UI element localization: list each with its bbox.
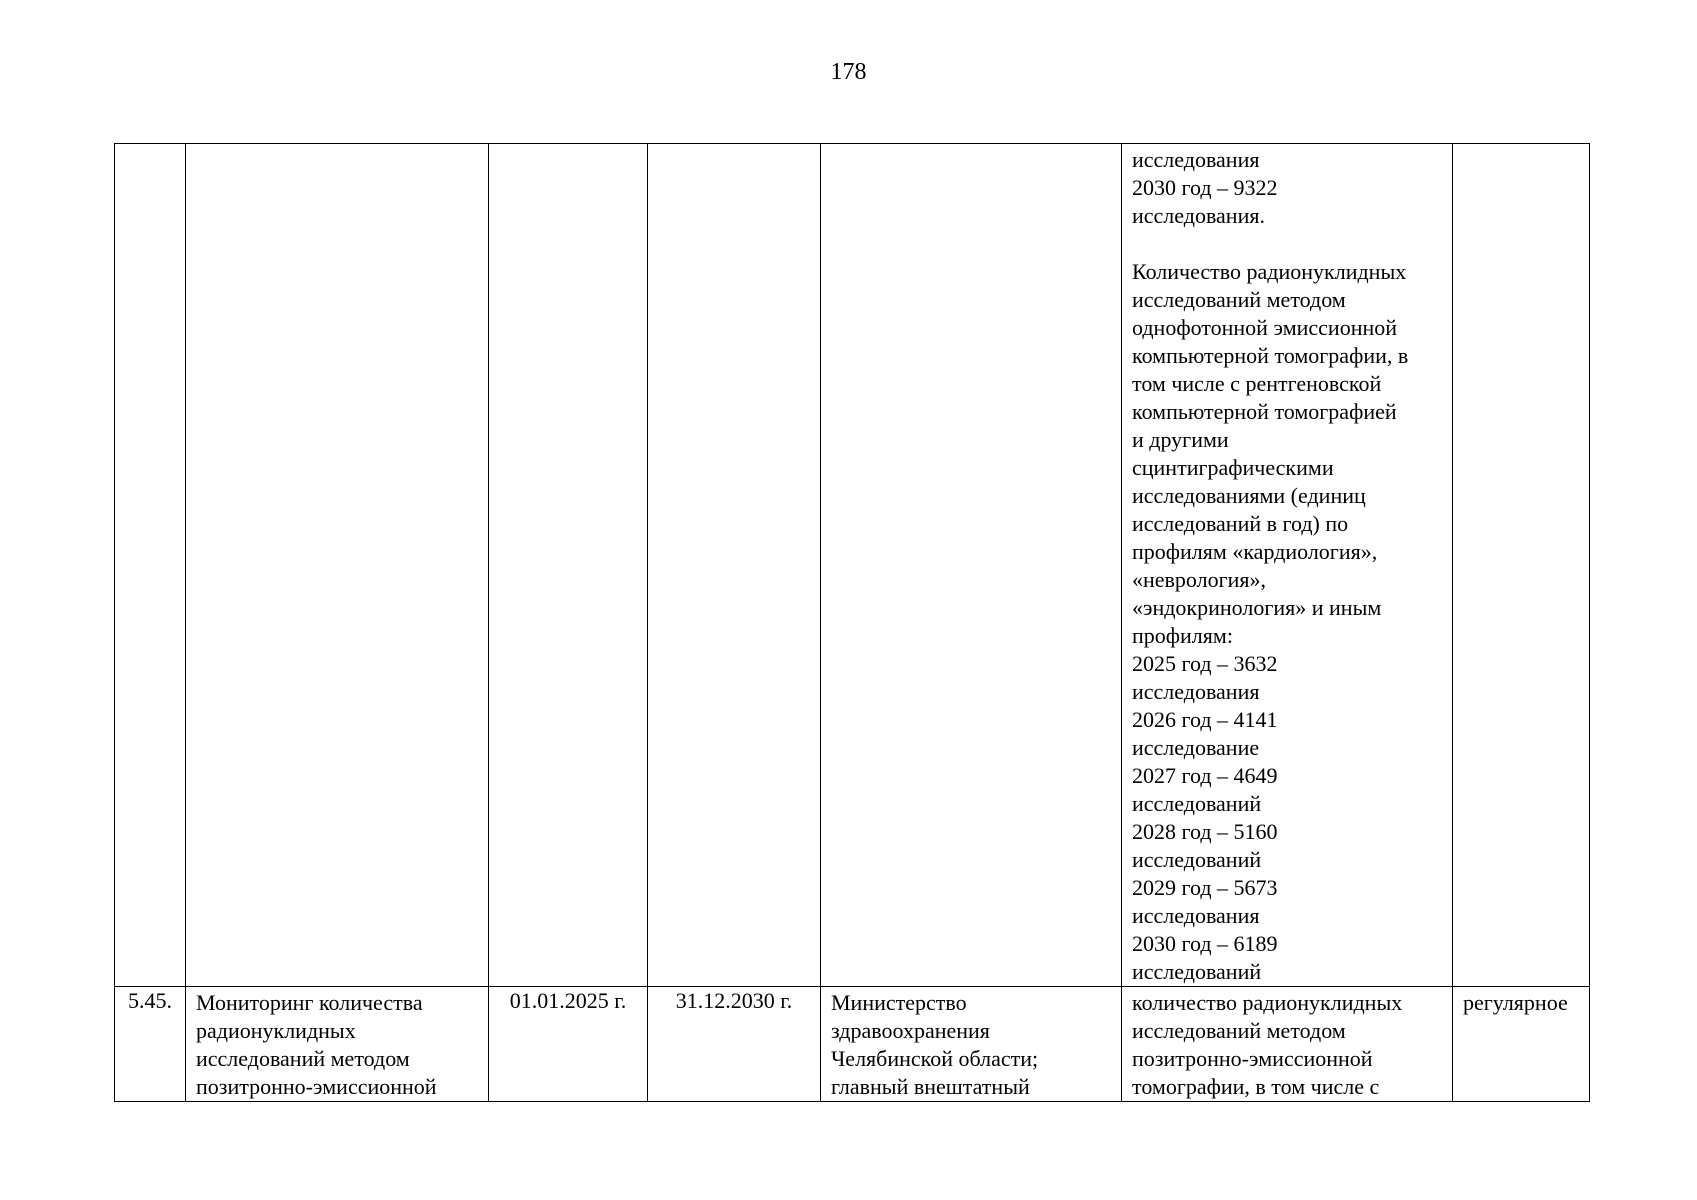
responsible-line: Министерство (831, 990, 967, 1015)
indicator-line: Количество радионуклидных (1132, 259, 1407, 284)
cell-end-date (648, 144, 821, 987)
indicator-line: исследованиями (единиц (1132, 483, 1366, 508)
indicator-line: позитронно-эмиссионной (1132, 1046, 1373, 1071)
activity-line: радионуклидных (196, 1018, 356, 1043)
indicator-line: исследований (1132, 959, 1262, 984)
cell-type (1453, 144, 1590, 987)
indicator-line: 2029 год – 5673 (1132, 875, 1278, 900)
indicator-line: 2028 год – 5160 (1132, 819, 1278, 844)
indicator-line: исследований (1132, 791, 1262, 816)
indicator-line: исследование (1132, 735, 1260, 760)
indicator-line: исследования (1132, 679, 1260, 704)
page-number: 178 (830, 59, 867, 85)
cell-responsible (821, 144, 1122, 987)
indicator-line: и другими (1132, 427, 1229, 452)
table-row-5-45 (115, 987, 1590, 1102)
indicator-line: исследований (1132, 847, 1262, 872)
indicator-line: исследования (1132, 147, 1260, 172)
indicator-line: исследований методом (1132, 287, 1346, 312)
indicator-line: сцинтиграфическими (1132, 455, 1334, 480)
cell-start-date: 01.01.2025 г. (489, 987, 648, 1102)
indicator-line: профилям «кардиология», (1132, 539, 1378, 564)
cell-type: регулярное (1453, 987, 1590, 1102)
indicator-line: 2025 год – 3632 (1132, 651, 1278, 676)
indicator-line: исследования (1132, 903, 1260, 928)
indicator-line: томографии, в том числе с (1132, 1074, 1380, 1099)
blank-line (1132, 230, 1442, 258)
cell-activity (186, 144, 489, 987)
indicator-line: профилям: (1132, 623, 1233, 648)
cell-responsible (821, 987, 1122, 1102)
cell-activity (186, 987, 489, 1102)
responsible-line: Челябинской области; (831, 1046, 1039, 1071)
indicator-line: количество радионуклидных (1132, 990, 1403, 1015)
cell-number: 5.45. (115, 987, 186, 1102)
indicator-line: компьютерной томографией (1132, 399, 1397, 424)
indicator-line: исследований методом (1132, 1018, 1346, 1043)
cell-indicator (1122, 144, 1453, 987)
activity-line: позитронно-эмиссионной (196, 1074, 437, 1099)
responsible-line: здравоохранения (831, 1018, 990, 1043)
indicator-line: 2030 год – 6189 (1132, 931, 1278, 956)
activity-line: Мониторинг количества (196, 990, 423, 1015)
indicator-line: однофотонной эмиссионной (1132, 315, 1398, 340)
indicator-line: 2026 год – 4141 (1132, 707, 1278, 732)
indicator-line: «эндокринология» и иным (1132, 595, 1382, 620)
indicator-line: том числе с рентгеновской (1132, 371, 1382, 396)
cell-end-date: 31.12.2030 г. (648, 987, 821, 1102)
indicator-line: компьютерной томографии, в (1132, 343, 1409, 368)
indicator-line: исследований в год) по (1132, 511, 1349, 536)
cell-indicator (1122, 987, 1453, 1102)
table-row-continuation (115, 144, 1590, 987)
cell-start-date (489, 144, 648, 987)
document-table (114, 143, 1590, 1102)
activity-line: исследований методом (196, 1046, 410, 1071)
indicator-line: «неврология», (1132, 567, 1267, 592)
indicator-line: исследования. (1132, 203, 1265, 228)
indicator-line: 2030 год – 9322 (1132, 175, 1278, 200)
cell-number (115, 144, 186, 987)
indicator-line: 2027 год – 4649 (1132, 763, 1278, 788)
responsible-line: главный внештатный (831, 1074, 1030, 1099)
